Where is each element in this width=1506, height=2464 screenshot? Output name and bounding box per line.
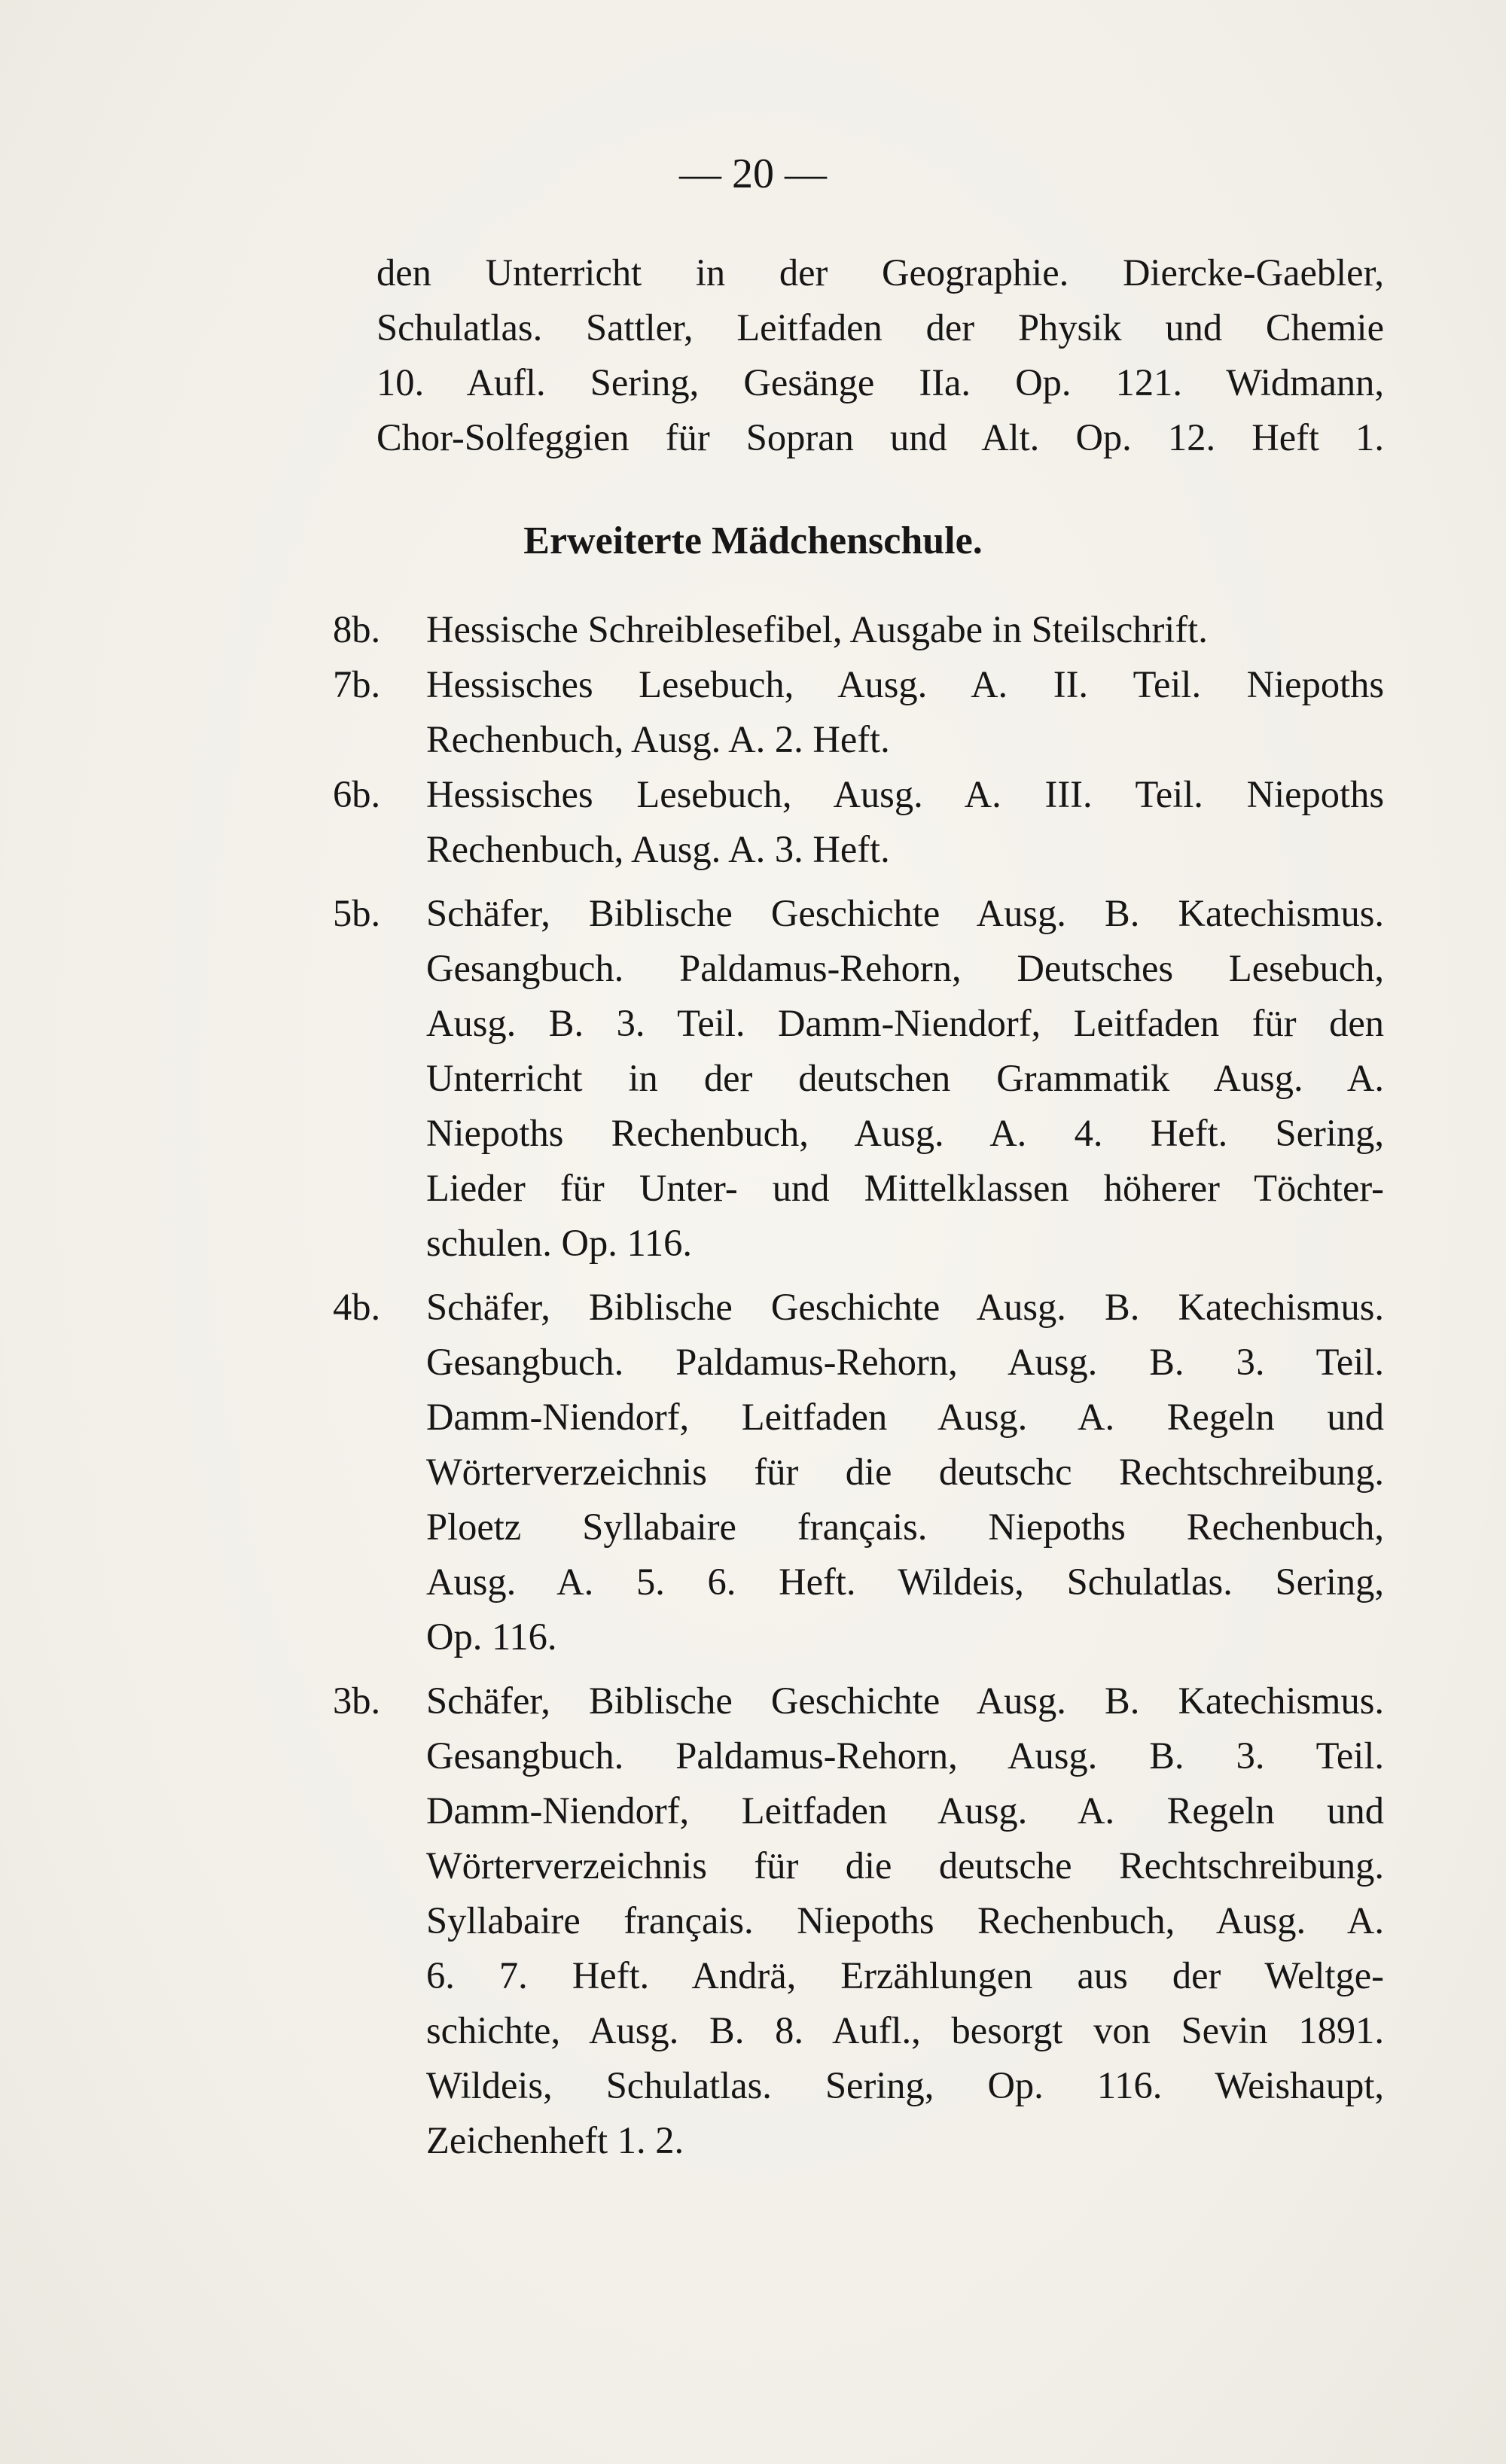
- text-line: Rechenbuch, Ausg. A. 3. Heft.: [426, 828, 890, 870]
- text-line: 10. Aufl. Sering, Gesänge IIa. Op. 121. Widmann,: [376, 361, 1384, 404]
- class-book-list: [324, 602, 1384, 2168]
- class-entry-8b: [324, 602, 1384, 657]
- section-heading: Erweiterte Mädchenschule.: [523, 519, 983, 562]
- text-line: Ausg. B. 3. Teil. Damm-Niendorf, Leitfaden für den: [426, 1002, 1384, 1044]
- text-line: Chor-Solfeggien für Sopran und Alt. Op. 12. Heft 1.: [376, 416, 1384, 458]
- class-entry-3b: [324, 1674, 1384, 2168]
- text-line: 6. 7. Heft. Andrä, Erzählungen aus der Weltge-: [426, 1954, 1384, 1996]
- text-line: Schäfer, Biblische Geschichte Ausg. B. Katechismus.: [426, 1286, 1384, 1328]
- text-line: Hessische Schreiblesefibel, Ausgabe in Steilschrift.: [426, 608, 1208, 650]
- class-entry-6b: [324, 767, 1384, 877]
- class-label: 7b.: [333, 663, 381, 705]
- text-line: Niepoths Rechenbuch, Ausg. A. 4. Heft. Sering,: [426, 1112, 1384, 1154]
- text-line: Zeichenheft 1. 2.: [426, 2119, 684, 2161]
- class-entry-7b: [324, 657, 1384, 767]
- text-line: Gesangbuch. Paldamus-Rehorn, Deutsches Lesebuch,: [426, 947, 1384, 989]
- text-line: Hessisches Lesebuch, Ausg. A. II. Teil. Niepoths: [426, 663, 1384, 705]
- class-label: 4b.: [333, 1286, 381, 1328]
- text-line: Lieder für Unter- und Mittelklassen höherer Töchter-: [426, 1167, 1384, 1209]
- text-line: Gesangbuch. Paldamus-Rehorn, Ausg. B. 3. Teil.: [426, 1341, 1384, 1383]
- text-line: Wörterverzeichnis für die deutschc Rechtschreibung.: [426, 1451, 1384, 1493]
- text-line: Schäfer, Biblische Geschichte Ausg. B. Katechismus.: [426, 1680, 1384, 1722]
- text-line: Gesangbuch. Paldamus-Rehorn, Ausg. B. 3. Teil.: [426, 1735, 1384, 1777]
- text-line: Wörterverzeichnis für die deutsche Rechtschreibung.: [426, 1844, 1384, 1887]
- text-line: Damm-Niendorf, Leitfaden Ausg. A. Regeln und: [426, 1396, 1384, 1438]
- text-line: Syllabaire français. Niepoths Rechenbuch, Ausg. A.: [426, 1899, 1384, 1942]
- text-line: Damm-Niendorf, Leitfaden Ausg. A. Regeln und: [426, 1789, 1384, 1832]
- text-line: Wildeis, Schulatlas. Sering, Op. 116. Weishaupt,: [426, 2064, 1384, 2106]
- text-line: Schulatlas. Sattler, Leitfaden der Physik und Chemie: [376, 306, 1384, 349]
- class-label: 6b.: [333, 773, 381, 815]
- text-line: Ploetz Syllabaire français. Niepoths Rechenbuch,: [426, 1506, 1384, 1548]
- text-line: Ausg. A. 5. 6. Heft. Wildeis, Schulatlas. Sering,: [426, 1561, 1384, 1603]
- text-line: Schäfer, Biblische Geschichte Ausg. B. Katechismus.: [426, 892, 1384, 934]
- text-line: schulen. Op. 116.: [426, 1222, 692, 1264]
- text-line: Rechenbuch, Ausg. A. 2. Heft.: [426, 718, 890, 760]
- page-number: — 20 —: [679, 151, 827, 197]
- text-line: Hessisches Lesebuch, Ausg. A. III. Teil. Niepoths: [426, 773, 1384, 815]
- class-label: 5b.: [333, 892, 381, 934]
- text-line: Unterricht in der deutschen Grammatik Ausg. A.: [426, 1057, 1384, 1099]
- text-line: den Unterricht in der Geographie. Diercke-Gaebler,: [376, 251, 1384, 294]
- text-line: schichte, Ausg. B. 8. Aufl., besorgt von Sevin 1891.: [426, 2009, 1384, 2051]
- text-line: Op. 116.: [426, 1616, 557, 1658]
- intro-paragraph: [376, 245, 1384, 465]
- class-entry-4b: [324, 1280, 1384, 1664]
- class-label: 8b.: [333, 608, 381, 650]
- class-label: 3b.: [333, 1680, 381, 1722]
- class-entry-5b: [324, 886, 1384, 1271]
